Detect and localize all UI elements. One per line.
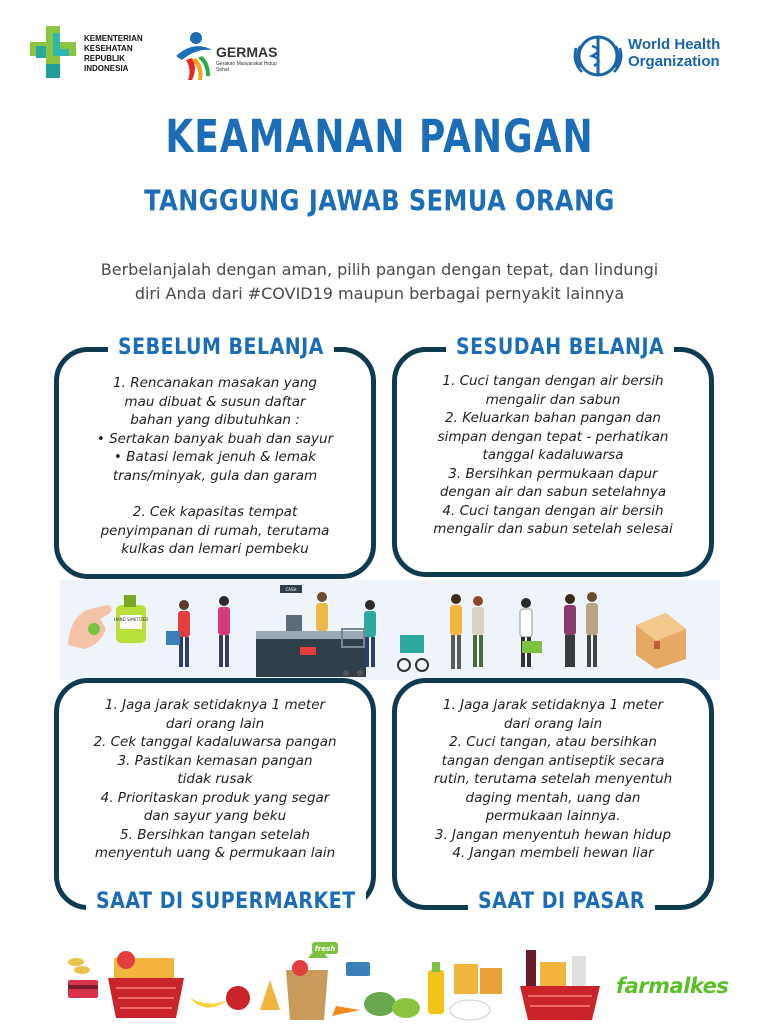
rice-sack-icon [450, 964, 502, 1020]
stroller-figure [398, 635, 428, 671]
panel-line: dari orang lain [503, 715, 603, 732]
panel-line: trans/minyak, gula dan garam [112, 467, 318, 484]
panel-line: tangan dengan antiseptik secara [441, 752, 665, 769]
fresh-bag-icon [286, 942, 338, 1020]
shopper-figure [472, 596, 484, 667]
supermarket-label: SAAT DI SUPERMARKET [86, 888, 366, 913]
cashier-figure [316, 592, 328, 631]
hand-sanitizer-icon [68, 595, 148, 649]
who-line: Organization [628, 53, 720, 70]
panel-line: • Batasi lemak jenuh & lemak [113, 449, 317, 465]
kemenkes-name [84, 34, 164, 74]
panel-line: 1. Jaga jarak setidaknya 1 meter [104, 697, 326, 713]
kemenkes-logo-icon [28, 24, 78, 82]
kemenkes-line: KESEHATAN [84, 44, 133, 53]
panel-line: 2. Cek kapasitas tempat [132, 504, 298, 520]
shopper-figure [166, 600, 190, 667]
panel-line: 3. Jangan menyentuh hewan hidup [434, 826, 672, 843]
groceries-illustration [60, 940, 620, 1024]
shopper-figure [564, 594, 576, 667]
kemenkes-line: KEMENTERIAN [84, 34, 143, 43]
before-shopping-label: SEBELUM BELANJA [108, 334, 334, 359]
panel-spacer [64, 485, 366, 503]
panel-line: dari orang lain [165, 715, 265, 732]
market-basket-icon [520, 950, 600, 1020]
who-line: World Health [628, 36, 721, 53]
who-emblem-icon [572, 32, 624, 80]
page-subtitle: TANGGUNG JAWAB SEMUA ORANG [144, 184, 615, 218]
panel-line: 2. Cek tanggal kadaluwarsa pangan [93, 734, 337, 750]
fresh-label: fresh [314, 945, 336, 953]
panel-line: tanggal kadaluwarsa [482, 447, 624, 463]
panel-line: 3. Bersihkan permukaan dapur [448, 465, 658, 482]
credit-card-icon [68, 980, 98, 998]
panel-line: simpan dengan tepat - perhatikan [437, 428, 669, 445]
shopper-figure [218, 596, 230, 667]
germas-subtitle: Gerakan Masyarakat Hidup Sehat [216, 61, 277, 73]
panel-line: 1. Cuci tangan dengan air bersih [442, 373, 664, 389]
market-label: SAAT DI PASAR [468, 888, 655, 913]
intro-text [40, 258, 719, 306]
fruits-icon [190, 980, 280, 1010]
after-shopping-text [400, 372, 706, 539]
oil-bottle-icon [428, 962, 444, 1014]
panel-line: dengan air dan sabun setelahnya [439, 484, 667, 500]
kemenkes-line: REPUBLIK [84, 54, 125, 63]
panel-line: 1. Jaga jarak setidaknya 1 meter [442, 697, 664, 713]
panel-line: 1. Rencanakan masakan yang [113, 375, 317, 391]
panel-line: bahan yang dibutuhkan : [130, 412, 300, 428]
panel-line: mengalir dan sabun setelah selesai [433, 521, 673, 537]
sanitizer-label: HAND SANITIZER [113, 617, 149, 622]
intro-line: Berbelanjalah dengan aman, pilih pangan dengan tepat, dan lindungi [100, 260, 659, 279]
market-text [400, 696, 706, 863]
panel-line: dan sayur yang beku [143, 808, 287, 824]
panel-line: mau dibuat & susun daftar [124, 393, 306, 410]
shopping-basket-icon [108, 951, 184, 1018]
germas-title: GERMAS [216, 44, 278, 60]
page-title: KEAMANAN PANGAN [165, 112, 594, 164]
cash-sign: CASH [285, 587, 297, 592]
intro-line: diri Anda dari #COVID19 maupun berbagai pernyakit lainnya [134, 284, 625, 303]
panel-line: daging mentah, uang dan [465, 789, 641, 806]
supermarket-text [64, 696, 366, 863]
panel-line: 2. Keluarkan bahan pangan dan [445, 410, 661, 426]
panel-line: 2. Cuci tangan, atau bersihkan [449, 734, 657, 750]
kemenkes-line: INDONESIA [84, 64, 129, 73]
panel-line: 5. Bersihkan tangan setelah [120, 826, 310, 843]
panel-line: permukaan lainnya. [485, 808, 621, 824]
panel-line: tidak rusak [177, 771, 253, 787]
shopping-scene-illustration [60, 585, 710, 685]
vegetables-icon [332, 992, 420, 1018]
panel-line: rutin, terutama setelah menyentuh [433, 771, 673, 787]
cardboard-box-icon [636, 613, 686, 669]
panel-line: menyentuh uang & permukaan lain [94, 845, 336, 861]
coins-icon [68, 958, 90, 974]
panel-line: 4. Cuci tangan dengan air bersih [442, 502, 664, 519]
who-name [628, 36, 720, 70]
shopper-figure [450, 594, 462, 669]
panel-line: 3. Pastikan kemasan pangan [117, 752, 313, 769]
checkout-counter [256, 585, 366, 677]
after-shopping-label: SESUDAH BELANJA [446, 334, 674, 359]
shopper-figure [520, 598, 542, 667]
panel-line: kulkas dan lemari pembeku [121, 541, 309, 557]
before-shopping-text [64, 374, 366, 559]
payment-card-icon [346, 962, 370, 976]
farmalkes-logo: farmalkes [616, 974, 729, 998]
panel-line: 4. Prioritaskan produk yang segar [100, 789, 330, 806]
panel-line: • Sertakan banyak buah dan sayur [96, 430, 334, 447]
shopper-figure [586, 592, 598, 667]
panel-line: 4. Jangan membeli hewan liar [452, 845, 654, 861]
panel-line: mengalir dan sabun [485, 391, 621, 408]
panel-line: penyimpanan di rumah, terutama [100, 522, 330, 539]
germas-logo-icon [172, 30, 216, 80]
